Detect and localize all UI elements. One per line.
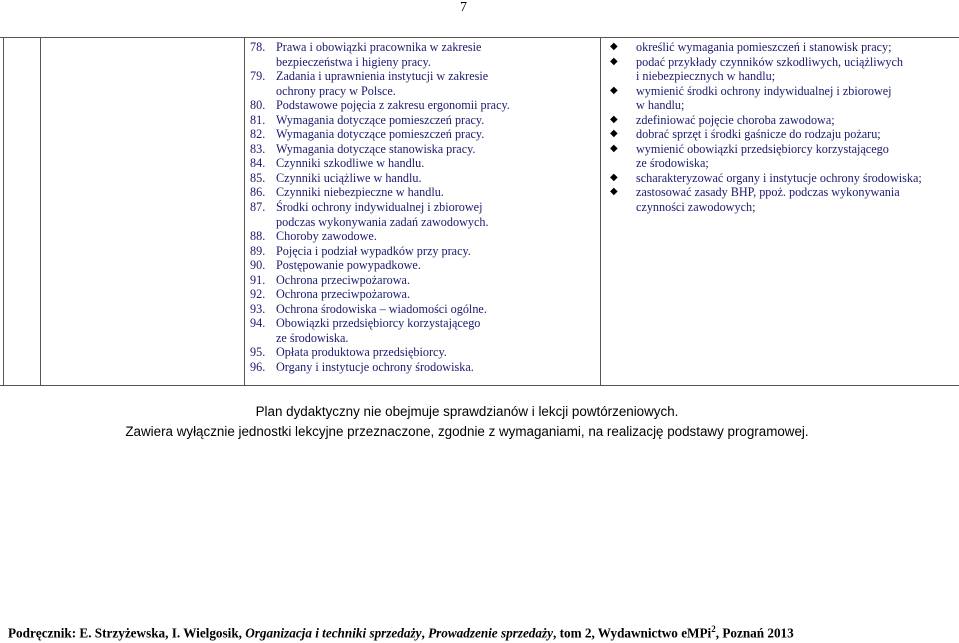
note-line-2: Zawiera wyłącznie jednostki lekcyjne przeznaczone, zgodnie z wymaganiami, na realizację podstawy programowej. <box>125 424 809 439</box>
footer-prefix: Podręcznik: E. Strzyżewska, I. Wielgosik, <box>8 625 246 641</box>
topic-number: 88. <box>250 229 266 244</box>
topic-item <box>250 98 590 113</box>
requirement-item <box>610 142 955 171</box>
diamond-bullet-icon: ◆ <box>610 84 618 96</box>
topic-number: 79. <box>250 69 266 84</box>
footer-title-1: Organizacja i techniki sprzedaży <box>245 625 422 641</box>
topic-number: 92. <box>250 287 266 302</box>
footer-middle: , tom 2, Wydawnictwo eMPi <box>552 625 712 641</box>
requirement-text: zastosować zasady BHP, ppoż. podczas wykonywania czynności zawodowych; <box>636 185 900 215</box>
topic-text: Obowiązki przedsiębiorcy korzystającego ze środowiska. <box>276 316 481 345</box>
topic-number: 93. <box>250 301 266 316</box>
footer-sup: 2 <box>711 624 716 634</box>
topic-number: 82. <box>250 127 266 142</box>
topic-text: Pojęcia i podział wypadków przy pracy. <box>276 243 471 258</box>
topic-number: 83. <box>250 141 266 156</box>
topic-text: Opłata produktowa przedsiębiorcy. <box>276 345 447 360</box>
topic-item <box>250 258 590 273</box>
topic-number: 94. <box>250 316 266 331</box>
table-column-divider <box>244 38 245 385</box>
requirement-text: dobrać sprzęt i środki gaśnicze do rodzaju pożaru; <box>636 127 881 142</box>
topic-item <box>250 200 590 229</box>
topic-text: Czynniki szkodliwe w handlu. <box>276 156 425 171</box>
topic-text: Postępowanie powypadkowe. <box>276 258 421 273</box>
requirement-item <box>610 127 955 142</box>
footer-suffix: , Poznań 2013 <box>715 625 794 641</box>
page-number: 7 <box>460 0 467 15</box>
topic-text: Ochrona środowiska – wiadomości ogólne. <box>276 301 487 316</box>
requirement-text: określić wymagania pomieszczeń i stanowisk pracy; <box>636 40 892 54</box>
requirement-text: zdefiniować pojęcie choroba zawodowa; <box>636 112 835 127</box>
topic-number: 85. <box>250 170 266 185</box>
requirement-item <box>610 40 955 55</box>
note-line-1: Plan dydaktyczny nie obejmuje sprawdzianów i lekcji powtórzeniowych. <box>255 404 679 419</box>
requirement-item <box>610 84 955 113</box>
topic-item <box>250 142 590 157</box>
topic-text: Wymagania dotyczące pomieszczeń pracy. <box>276 127 485 142</box>
topic-item <box>250 244 590 259</box>
topic-item <box>250 229 590 244</box>
topic-number: 96. <box>250 360 266 375</box>
requirements-list <box>610 40 955 215</box>
topic-text: Zadania i uprawnienia instytucji w zakresie ochrony pracy w Polsce. <box>276 69 489 98</box>
topic-item <box>250 171 590 186</box>
topic-number: 81. <box>250 112 266 127</box>
diamond-bullet-icon: ◆ <box>610 142 618 154</box>
topic-text: Podstawowe pojęcia z zakresu ergonomii pracy. <box>276 98 510 113</box>
requirement-text: podać przykłady czynników szkodliwych, uciążliwych i niebezpiecznych w handlu; <box>636 54 904 84</box>
topic-item <box>250 156 590 171</box>
requirement-item <box>610 185 955 214</box>
requirement-item <box>610 113 955 128</box>
requirement-text: scharakteryzować organy i instytucje ochrony środowiska; <box>636 170 922 185</box>
diamond-bullet-icon: ◆ <box>610 171 618 183</box>
topic-item <box>250 113 590 128</box>
topic-text: Czynniki uciążliwe w handlu. <box>276 170 422 185</box>
topic-text: Ochrona przeciwpożarowa. <box>276 272 410 287</box>
topic-item <box>250 185 590 200</box>
topic-number: 78. <box>250 40 266 54</box>
topic-item <box>250 127 590 142</box>
topic-item <box>250 345 590 360</box>
topic-text: Choroby zawodowe. <box>276 229 377 244</box>
topic-number: 86. <box>250 185 266 200</box>
topic-text: Czynniki niebezpieczne w handlu. <box>276 185 444 200</box>
topic-number: 95. <box>250 345 266 360</box>
table-column-divider <box>600 38 601 385</box>
requirement-text: wymienić środki ochrony indywidualnej i zbiorowej w handlu; <box>636 83 892 113</box>
lesson-topics-list <box>250 40 590 375</box>
table-column-divider <box>40 38 41 385</box>
topic-text: Wymagania dotyczące stanowiska pracy. <box>276 141 476 156</box>
topic-number: 84. <box>250 156 266 171</box>
topic-item <box>250 302 590 317</box>
requirement-text: wymienić obowiązki przedsiębiorcy korzystającego ze środowiska; <box>636 141 889 171</box>
footer-title-2: Prowadzenie sprzedaży <box>428 625 553 641</box>
topic-text: Wymagania dotyczące pomieszczeń pracy. <box>276 112 485 127</box>
table-border-left <box>3 38 4 385</box>
diamond-bullet-icon: ◆ <box>610 113 618 125</box>
topic-item <box>250 40 590 69</box>
requirement-item <box>610 55 955 84</box>
diamond-bullet-icon: ◆ <box>610 55 618 67</box>
topic-item <box>250 316 590 345</box>
topic-number: 87. <box>250 200 266 215</box>
topic-item <box>250 273 590 288</box>
diamond-bullet-icon: ◆ <box>610 186 618 198</box>
requirement-item <box>610 171 955 186</box>
diamond-bullet-icon: ◆ <box>610 41 618 52</box>
topic-text: Ochrona przeciwpożarowa. <box>276 287 410 302</box>
footer-citation <box>8 624 794 641</box>
topic-number: 91. <box>250 272 266 287</box>
footer-separator: , <box>421 625 429 641</box>
topic-text: Prawa i obowiązki pracownika w zakresie bezpieczeństwa i higieny pracy. <box>276 40 482 69</box>
topic-number: 90. <box>250 258 266 273</box>
topic-item <box>250 360 590 375</box>
topic-number: 80. <box>250 98 266 113</box>
diamond-bullet-icon: ◆ <box>610 128 618 140</box>
topic-number: 89. <box>250 243 266 258</box>
topic-item <box>250 287 590 302</box>
topic-text: Organy i instytucje ochrony środowiska. <box>276 360 474 375</box>
topic-text: Środki ochrony indywidualnej i zbiorowej podczas wykonywania zadań zawodowych. <box>276 200 489 229</box>
topic-item <box>250 69 590 98</box>
